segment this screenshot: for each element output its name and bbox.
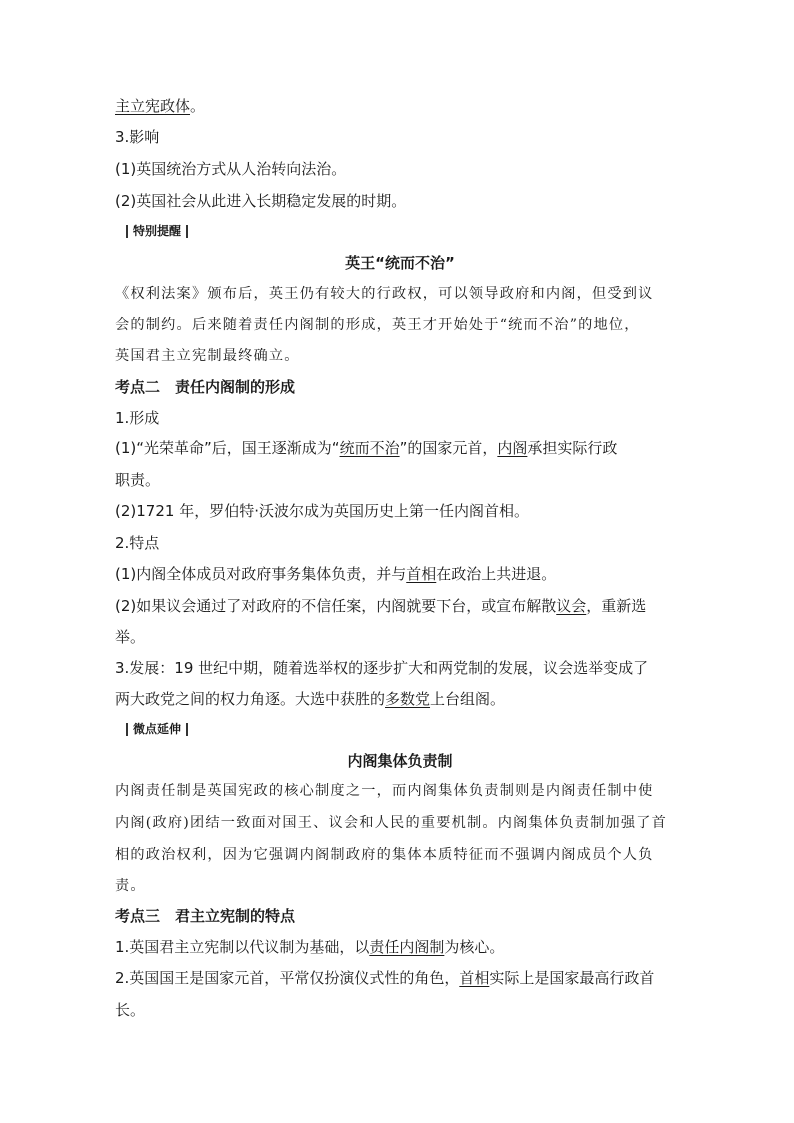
- box-text-line: 英国君主立宪制最终确立。: [115, 348, 300, 364]
- text-line: (1)英国统治方式从人治转向法治。: [115, 160, 347, 178]
- tag-bar-icon: [186, 225, 188, 238]
- text-line: (2)英国社会从此进入长期稳定发展的时期。: [115, 192, 407, 210]
- subheading-influence: 3.影响: [115, 128, 160, 146]
- tag-bar-icon: [186, 723, 188, 736]
- section-heading-3: 考点三 君主立宪制的特点: [115, 907, 296, 925]
- tag-bar-icon: [126, 723, 128, 736]
- box-text-line: 责。: [115, 878, 146, 894]
- box-text-line: 《权利法案》颁布后，英王仍有较大的行政权，可以领导政府和内阁，但受到议: [115, 286, 654, 302]
- text-line: 3.发展：19 世纪中期，随着选举权的逐步扩大和两党制的发展，议会选举变成了: [115, 659, 649, 677]
- box-text-line: 会的制约。后来随着责任内阁制的形成，英王才开始处于“统而不治”的地位，: [115, 317, 640, 333]
- text-line: 举。: [115, 628, 146, 646]
- text-line: (2)如果议会通过了对政府的不信任案，内阁就要下台，或宣布解散议会，重新选: [115, 597, 647, 615]
- text-line: 两大政党之间的权力角逐。大选中获胜的多数党上台组阁。: [115, 690, 506, 708]
- text-line: 职责。: [115, 471, 161, 489]
- box-title: 内阁集体负责制: [347, 752, 453, 770]
- box-title: 英王“统而不治”: [345, 254, 455, 272]
- text-line: (1)“光荣革命”后，国王逐渐成为“统而不治”的国家元首，内阁承担实际行政: [115, 439, 618, 457]
- text-line: (1)内阁全体成员对政府事务集体负责，并与首相在政治上共进退。: [115, 565, 557, 583]
- text-line: 2.英国国王是国家元首，平常仅扮演仪式性的角色，首相实际上是国家最高行政首: [115, 969, 655, 987]
- subheading-formation: 1.形成: [115, 409, 160, 427]
- text-line: (2)1721 年，罗伯特·沃波尔成为英国历史上第一任内阁首相。: [115, 502, 529, 520]
- text-line: 长。: [115, 1001, 146, 1019]
- subheading-features: 2.特点: [115, 534, 160, 552]
- box-text-line: 相的政治权利，因为它强调内阁制政府的集体本质特征而不强调内阁成员个人负: [115, 847, 654, 863]
- box-text-line: 内阁责任制是英国宪政的核心制度之一，而内阁集体负责制则是内阁责任制中使: [115, 783, 654, 799]
- text-line: 主立宪政体。: [115, 97, 206, 115]
- tag-bar-icon: [126, 225, 128, 238]
- section-heading-2: 考点二 责任内阁制的形成: [115, 378, 296, 396]
- point-extension-tag: 微点延伸: [115, 720, 199, 738]
- box-text-line: 内阁(政府)团结一致面对国王、议会和人民的重要机制。内阁集体负责制加强了首: [115, 815, 668, 831]
- text-line: 1.英国君主立宪制以代议制为基础，以责任内阁制为核心。: [115, 938, 505, 956]
- special-reminder-tag: 特别提醒: [115, 222, 199, 240]
